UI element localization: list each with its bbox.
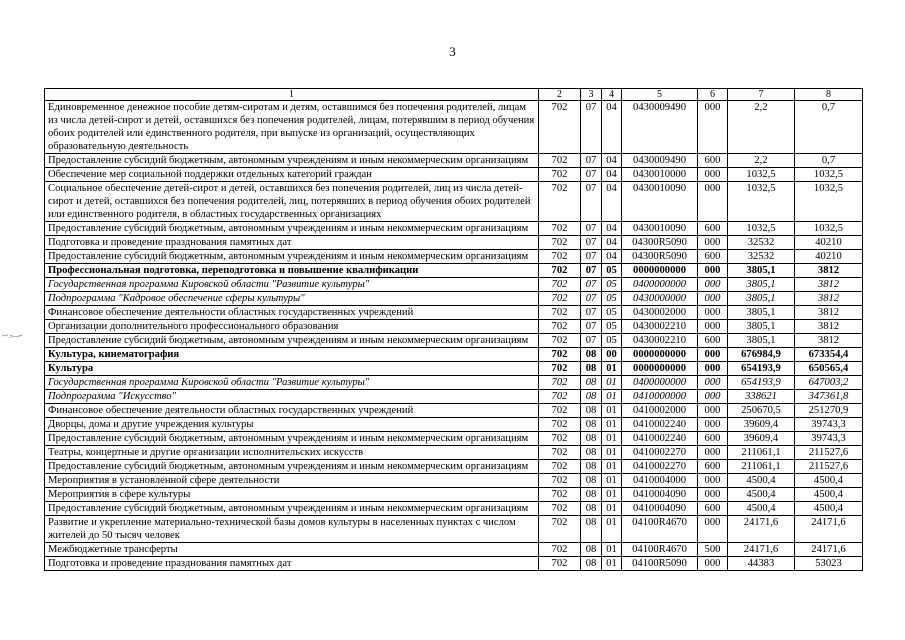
section-code: 07	[581, 250, 602, 264]
amount-year-2: 211527,6	[795, 446, 863, 460]
target-article-code: 0430002000	[622, 306, 698, 320]
row-name: Мероприятия в установленной сфере деятельности	[45, 474, 539, 488]
section-code: 07	[581, 334, 602, 348]
expense-type-code: 000	[698, 362, 728, 376]
table-row	[45, 418, 863, 432]
expense-type-code: 000	[698, 446, 728, 460]
table-row	[45, 306, 863, 320]
subsection-code: 01	[602, 557, 622, 571]
header-cell: 4	[602, 89, 622, 101]
section-code: 08	[581, 557, 602, 571]
section-code: 07	[581, 292, 602, 306]
expense-type-code: 500	[698, 543, 728, 557]
amount-year-1: 211061,1	[728, 460, 795, 474]
header-cell: 8	[795, 89, 863, 101]
section-code: 07	[581, 101, 602, 154]
section-code: 08	[581, 474, 602, 488]
section-code: 07	[581, 278, 602, 292]
expense-type-code: 000	[698, 348, 728, 362]
row-name: Развитие и укрепление материально-технической базы домов культуры в населенных пунктах с числом жителей до 50 тысяч человек	[45, 516, 539, 543]
header-cell: 5	[622, 89, 698, 101]
expense-type-code: 000	[698, 474, 728, 488]
table-row	[45, 292, 863, 306]
amount-year-1: 1032,5	[728, 222, 795, 236]
subsection-code: 04	[602, 236, 622, 250]
subsection-code: 05	[602, 306, 622, 320]
department-code: 702	[539, 320, 581, 334]
amount-year-2: 673354,4	[795, 348, 863, 362]
subsection-code: 01	[602, 390, 622, 404]
expense-type-code: 600	[698, 154, 728, 168]
amount-year-2: 647003,2	[795, 376, 863, 390]
target-article-code: 0430010090	[622, 222, 698, 236]
amount-year-2: 3812	[795, 334, 863, 348]
row-name: Финансовое обеспечение деятельности областных государственных учреждений	[45, 306, 539, 320]
subsection-code: 04	[602, 154, 622, 168]
department-code: 702	[539, 278, 581, 292]
table-row	[45, 404, 863, 418]
amount-year-1: 2,2	[728, 101, 795, 154]
target-article-code: 0430000000	[622, 292, 698, 306]
target-article-code: 0410002240	[622, 418, 698, 432]
amount-year-1: 1032,5	[728, 182, 795, 222]
expense-type-code: 600	[698, 222, 728, 236]
expense-type-code: 000	[698, 320, 728, 334]
expense-type-code: 000	[698, 390, 728, 404]
subsection-code: 01	[602, 362, 622, 376]
amount-year-1: 3805,1	[728, 292, 795, 306]
expense-type-code: 000	[698, 292, 728, 306]
expense-type-code: 000	[698, 182, 728, 222]
department-code: 702	[539, 236, 581, 250]
row-name: Организации дополнительного профессионального образования	[45, 320, 539, 334]
department-code: 702	[539, 222, 581, 236]
target-article-code: 0410004000	[622, 474, 698, 488]
row-name: Культура, кинематография	[45, 348, 539, 362]
target-article-code: 04100R4670	[622, 543, 698, 557]
subsection-code: 01	[602, 474, 622, 488]
department-code: 702	[539, 474, 581, 488]
row-name: Социальное обеспечение детей-сирот и детей, оставшихся без попечения родителей, лиц из числа детей-сирот и детей, оставшихся без попечения родителей, лиц, потерявших в период обучения обоих родителей или единственного родителя, в областных государственных организациях	[45, 182, 539, 222]
department-code: 702	[539, 502, 581, 516]
expense-type-code: 000	[698, 264, 728, 278]
target-article-code: 0410002270	[622, 446, 698, 460]
amount-year-2: 4500,4	[795, 488, 863, 502]
target-article-code: 04100R5090	[622, 557, 698, 571]
amount-year-2: 39743,3	[795, 418, 863, 432]
row-name: Профессиональная подготовка, переподготовка и повышение квалификации	[45, 264, 539, 278]
section-code: 08	[581, 390, 602, 404]
department-code: 702	[539, 516, 581, 543]
amount-year-1: 3805,1	[728, 334, 795, 348]
table-row	[45, 348, 863, 362]
amount-year-1: 32532	[728, 236, 795, 250]
row-name: Подготовка и проведение празднования памятных дат	[45, 236, 539, 250]
row-name: Финансовое обеспечение деятельности областных государственных учреждений	[45, 404, 539, 418]
subsection-code: 05	[602, 292, 622, 306]
table-row	[45, 334, 863, 348]
expense-type-code: 600	[698, 460, 728, 474]
target-article-code: 0000000000	[622, 264, 698, 278]
amount-year-1: 654193,9	[728, 376, 795, 390]
department-code: 702	[539, 182, 581, 222]
table-row	[45, 362, 863, 376]
section-code: 08	[581, 446, 602, 460]
row-name: Предоставление субсидий бюджетным, автономным учреждениям и иным некоммерческим организациям	[45, 250, 539, 264]
target-article-code: 0430002210	[622, 334, 698, 348]
amount-year-1: 4500,4	[728, 502, 795, 516]
margin-scan-artifact: - -· .-—-·	[2, 331, 22, 340]
department-code: 702	[539, 460, 581, 474]
expense-type-code: 600	[698, 502, 728, 516]
amount-year-1: 654193,9	[728, 362, 795, 376]
header-cell: 2	[539, 89, 581, 101]
subsection-code: 01	[602, 516, 622, 543]
department-code: 702	[539, 101, 581, 154]
subsection-code: 04	[602, 250, 622, 264]
amount-year-1: 44383	[728, 557, 795, 571]
subsection-code: 01	[602, 502, 622, 516]
section-code: 08	[581, 362, 602, 376]
department-code: 702	[539, 557, 581, 571]
row-name: Единовременное денежное пособие детям-сиротам и детям, оставшимся без попечения родителей, лицам из числа детей-сирот и детей, оставшихся без попечения родителей, лицам, потерявшим в период обучения обоих родителей или единственного родителя, при выпуске из организаций, осуществляющих образовательную деятельность	[45, 101, 539, 154]
department-code: 702	[539, 376, 581, 390]
row-name: Предоставление субсидий бюджетным, автономным учреждениям и иным некоммерческим организациям	[45, 222, 539, 236]
department-code: 702	[539, 292, 581, 306]
table-row	[45, 474, 863, 488]
table-row	[45, 154, 863, 168]
subsection-code: 01	[602, 460, 622, 474]
row-name: Мероприятия в сфере культуры	[45, 488, 539, 502]
expense-type-code: 000	[698, 557, 728, 571]
budget-table	[44, 88, 863, 571]
amount-year-1: 39609,4	[728, 418, 795, 432]
target-article-code: 0410004090	[622, 502, 698, 516]
row-name: Обеспечение мер социальной поддержки отдельных категорий граждан	[45, 168, 539, 182]
page-number: 3	[449, 44, 456, 59]
amount-year-1: 3805,1	[728, 306, 795, 320]
row-name: Дворцы, дома и другие учреждения культуры	[45, 418, 539, 432]
amount-year-2: 24171,6	[795, 516, 863, 543]
section-code: 08	[581, 432, 602, 446]
amount-year-2: 3812	[795, 320, 863, 334]
target-article-code: 0400000000	[622, 376, 698, 390]
row-name: Межбюджетные трансферты	[45, 543, 539, 557]
target-article-code: 0410002270	[622, 460, 698, 474]
row-name: Предоставление субсидий бюджетным, автономным учреждениям и иным некоммерческим организациям	[45, 460, 539, 474]
amount-year-1: 1032,5	[728, 168, 795, 182]
department-code: 702	[539, 362, 581, 376]
subsection-code: 05	[602, 264, 622, 278]
amount-year-2: 40210	[795, 236, 863, 250]
amount-year-1: 250670,5	[728, 404, 795, 418]
department-code: 702	[539, 306, 581, 320]
table-row	[45, 182, 863, 222]
section-code: 08	[581, 488, 602, 502]
department-code: 702	[539, 168, 581, 182]
department-code: 702	[539, 432, 581, 446]
target-article-code: 0410004090	[622, 488, 698, 502]
expense-type-code: 000	[698, 516, 728, 543]
row-name: Предоставление субсидий бюджетным, автономным учреждениям и иным некоммерческим организациям	[45, 334, 539, 348]
table-row	[45, 168, 863, 182]
subsection-code: 05	[602, 278, 622, 292]
subsection-code: 01	[602, 376, 622, 390]
section-code: 07	[581, 236, 602, 250]
table-row	[45, 502, 863, 516]
amount-year-2: 251270,9	[795, 404, 863, 418]
expense-type-code: 000	[698, 488, 728, 502]
amount-year-2: 3812	[795, 264, 863, 278]
section-code: 08	[581, 502, 602, 516]
department-code: 702	[539, 404, 581, 418]
target-article-code: 0400000000	[622, 278, 698, 292]
row-name: Подпрограмма "Кадровое обеспечение сферы культуры"	[45, 292, 539, 306]
amount-year-2: 1032,5	[795, 222, 863, 236]
expense-type-code: 600	[698, 334, 728, 348]
department-code: 702	[539, 264, 581, 278]
amount-year-2: 1032,5	[795, 182, 863, 222]
target-article-code: 0410002000	[622, 404, 698, 418]
expense-type-code: 600	[698, 432, 728, 446]
target-article-code: 04300R5090	[622, 236, 698, 250]
section-code: 08	[581, 418, 602, 432]
table-row	[45, 278, 863, 292]
amount-year-1: 3805,1	[728, 320, 795, 334]
table-row	[45, 557, 863, 571]
subsection-code: 04	[602, 222, 622, 236]
section-code: 08	[581, 516, 602, 543]
amount-year-2: 4500,4	[795, 474, 863, 488]
expense-type-code: 600	[698, 250, 728, 264]
section-code: 07	[581, 306, 602, 320]
section-code: 08	[581, 404, 602, 418]
amount-year-1: 4500,4	[728, 474, 795, 488]
expense-type-code: 000	[698, 236, 728, 250]
table-row	[45, 264, 863, 278]
amount-year-2: 3812	[795, 278, 863, 292]
department-code: 702	[539, 348, 581, 362]
row-name: Предоставление субсидий бюджетным, автономным учреждениям и иным некоммерческим организациям	[45, 502, 539, 516]
section-code: 08	[581, 376, 602, 390]
section-code: 07	[581, 168, 602, 182]
target-article-code: 0410000000	[622, 390, 698, 404]
amount-year-2: 3812	[795, 306, 863, 320]
amount-year-2: 53023	[795, 557, 863, 571]
header-cell: 7	[728, 89, 795, 101]
section-code: 07	[581, 320, 602, 334]
amount-year-1: 676984,9	[728, 348, 795, 362]
section-code: 07	[581, 154, 602, 168]
amount-year-1: 3805,1	[728, 278, 795, 292]
row-name: Государственная программа Кировской области "Развитие культуры"	[45, 278, 539, 292]
section-code: 08	[581, 543, 602, 557]
table-row	[45, 320, 863, 334]
section-code: 07	[581, 264, 602, 278]
target-article-code: 0430010000	[622, 168, 698, 182]
row-name: Подготовка и проведение празднования памятных дат	[45, 557, 539, 571]
target-article-code: 0000000000	[622, 362, 698, 376]
header-cell: 6	[698, 89, 728, 101]
section-code: 08	[581, 460, 602, 474]
amount-year-1: 39609,4	[728, 432, 795, 446]
table-row	[45, 390, 863, 404]
subsection-code: 05	[602, 334, 622, 348]
target-article-code: 0430010090	[622, 182, 698, 222]
header-cell: 1	[45, 89, 539, 101]
table-row	[45, 488, 863, 502]
subsection-code: 01	[602, 446, 622, 460]
table-row	[45, 101, 863, 154]
amount-year-2: 4500,4	[795, 502, 863, 516]
subsection-code: 01	[602, 488, 622, 502]
department-code: 702	[539, 488, 581, 502]
amount-year-2: 0,7	[795, 154, 863, 168]
amount-year-1: 32532	[728, 250, 795, 264]
target-article-code: 0430002210	[622, 320, 698, 334]
amount-year-1: 338621	[728, 390, 795, 404]
department-code: 702	[539, 543, 581, 557]
target-article-code: 0430009490	[622, 154, 698, 168]
expense-type-code: 000	[698, 168, 728, 182]
amount-year-1: 3805,1	[728, 264, 795, 278]
table-header-row	[45, 89, 863, 101]
section-code: 08	[581, 348, 602, 362]
target-article-code: 04300R5090	[622, 250, 698, 264]
department-code: 702	[539, 418, 581, 432]
subsection-code: 01	[602, 432, 622, 446]
amount-year-2: 3812	[795, 292, 863, 306]
amount-year-2: 24171,6	[795, 543, 863, 557]
amount-year-2: 0,7	[795, 101, 863, 154]
expense-type-code: 000	[698, 278, 728, 292]
section-code: 07	[581, 222, 602, 236]
amount-year-1: 211061,1	[728, 446, 795, 460]
department-code: 702	[539, 154, 581, 168]
table-row	[45, 376, 863, 390]
table-row	[45, 250, 863, 264]
subsection-code: 00	[602, 348, 622, 362]
amount-year-2: 347361,8	[795, 390, 863, 404]
target-article-code: 0410002240	[622, 432, 698, 446]
table-row	[45, 222, 863, 236]
amount-year-1: 2,2	[728, 154, 795, 168]
row-name: Подпрограмма "Искусство"	[45, 390, 539, 404]
header-cell: 3	[581, 89, 602, 101]
department-code: 702	[539, 446, 581, 460]
table-row	[45, 432, 863, 446]
department-code: 702	[539, 390, 581, 404]
amount-year-2: 39743,3	[795, 432, 863, 446]
table-row	[45, 516, 863, 543]
subsection-code: 01	[602, 418, 622, 432]
row-name: Государственная программа Кировской области "Развитие культуры"	[45, 376, 539, 390]
row-name: Предоставление субсидий бюджетным, автономным учреждениям и иным некоммерческим организациям	[45, 154, 539, 168]
subsection-code: 04	[602, 182, 622, 222]
table-row	[45, 460, 863, 474]
target-article-code: 0000000000	[622, 348, 698, 362]
amount-year-2: 650565,4	[795, 362, 863, 376]
department-code: 702	[539, 334, 581, 348]
subsection-code: 04	[602, 168, 622, 182]
subsection-code: 01	[602, 543, 622, 557]
department-code: 702	[539, 250, 581, 264]
row-name: Культура	[45, 362, 539, 376]
table-row	[45, 236, 863, 250]
amount-year-2: 40210	[795, 250, 863, 264]
amount-year-2: 211527,6	[795, 460, 863, 474]
expense-type-code: 000	[698, 418, 728, 432]
row-name: Предоставление субсидий бюджетным, автономным учреждениям и иным некоммерческим организациям	[45, 432, 539, 446]
target-article-code: 04100R4670	[622, 516, 698, 543]
section-code: 07	[581, 182, 602, 222]
subsection-code: 05	[602, 320, 622, 334]
expense-type-code: 000	[698, 306, 728, 320]
subsection-code: 01	[602, 404, 622, 418]
amount-year-2: 1032,5	[795, 168, 863, 182]
expense-type-code: 000	[698, 404, 728, 418]
table-row	[45, 446, 863, 460]
amount-year-1: 24171,6	[728, 516, 795, 543]
table-row	[45, 543, 863, 557]
row-name: Театры, концертные и другие организации исполнительских искусств	[45, 446, 539, 460]
expense-type-code: 000	[698, 376, 728, 390]
target-article-code: 0430009490	[622, 101, 698, 154]
amount-year-1: 4500,4	[728, 488, 795, 502]
expense-type-code: 000	[698, 101, 728, 154]
subsection-code: 04	[602, 101, 622, 154]
amount-year-1: 24171,6	[728, 543, 795, 557]
